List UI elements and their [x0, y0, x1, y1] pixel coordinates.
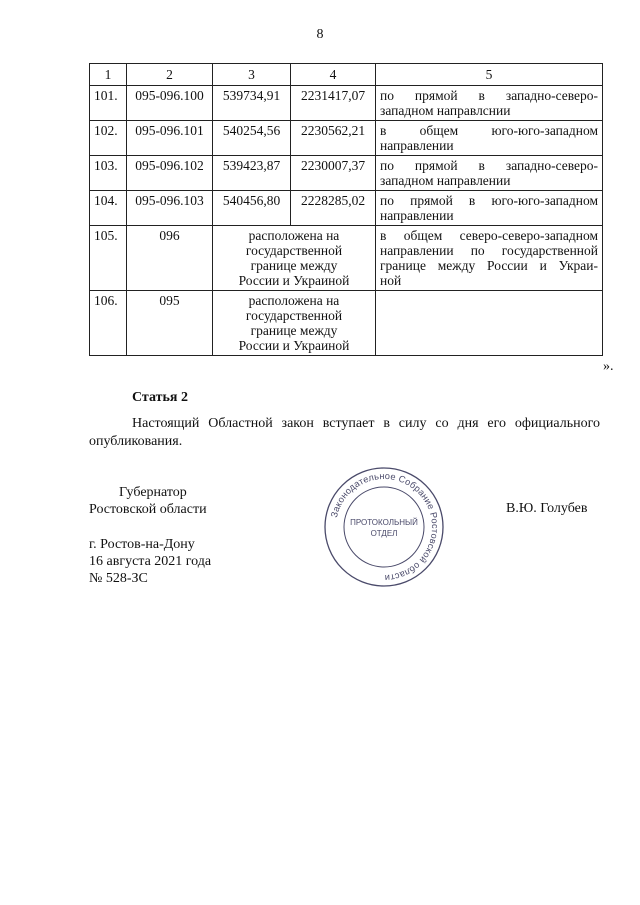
point-code: 095	[127, 291, 213, 356]
border-location-note	[213, 226, 376, 291]
coord-y: 2231417,07	[291, 86, 376, 121]
direction-description	[376, 291, 603, 356]
coord-x: 540254,56	[213, 121, 291, 156]
law-number: № 528-ЗС	[89, 571, 148, 586]
table-row	[90, 226, 603, 291]
description-line: по прямой в западно-северо-	[380, 88, 598, 103]
coord-x: 539423,87	[213, 156, 291, 191]
direction-description	[376, 156, 603, 191]
coord-x: 539734,91	[213, 86, 291, 121]
point-code: 095-096.101	[127, 121, 213, 156]
description-line: направлении	[380, 138, 454, 153]
column-header: 1	[90, 64, 127, 86]
direction-description	[376, 86, 603, 121]
coord-y: 2230562,21	[291, 121, 376, 156]
note-line: расположена на	[248, 228, 340, 243]
closing-quote: ».	[603, 359, 614, 374]
note-line: государственной	[245, 243, 343, 258]
note-line: границе между	[250, 323, 338, 338]
border-location-note	[213, 291, 376, 356]
direction-description	[376, 121, 603, 156]
note-line: государственной	[245, 308, 343, 323]
signatory-role	[89, 484, 207, 518]
table-row	[90, 86, 603, 121]
role-line: Ростовской области	[89, 502, 207, 517]
description-line: по прямой в западно-северо-	[380, 158, 598, 173]
table-header-row	[90, 64, 603, 86]
note-line: границе между	[250, 258, 338, 273]
date: 16 августа 2021 года	[89, 554, 212, 569]
table-row	[90, 156, 603, 191]
row-number: 101.	[90, 86, 127, 121]
description-line: направлении по государственной	[380, 243, 598, 258]
column-header: 2	[127, 64, 213, 86]
column-header: 4	[291, 64, 376, 86]
description-line: направлении	[380, 208, 454, 223]
note-line: России и Украиной	[238, 273, 350, 288]
point-code: 096	[127, 226, 213, 291]
table-row	[90, 291, 603, 356]
signatory-name: В.Ю. Голубев	[506, 501, 588, 516]
description-line: в общем северо-северо-западном	[380, 228, 598, 243]
direction-description	[376, 226, 603, 291]
row-number: 103.	[90, 156, 127, 191]
city: г. Ростов-на-Дону	[89, 537, 195, 552]
table-row	[90, 191, 603, 226]
stamp-center-line: ОТДЕЛ	[370, 529, 398, 538]
description-line: по прямой в юго-юго-западном	[380, 193, 598, 208]
row-number: 102.	[90, 121, 127, 156]
point-code: 095-096.100	[127, 86, 213, 121]
coord-x: 540456,80	[213, 191, 291, 226]
role-line: Губернатор	[119, 485, 187, 500]
point-code: 095-096.103	[127, 191, 213, 226]
description-line: ной	[380, 273, 402, 288]
place-date-number	[89, 536, 211, 587]
article-title: Статья 2	[132, 390, 188, 405]
stamp-inner-ring	[344, 487, 424, 567]
article-text: Настоящий Областной закон вступает в силу со дня его официального опубликования.	[89, 416, 600, 449]
description-line: западном направлении	[380, 173, 511, 188]
page-number: 8	[316, 27, 324, 42]
official-stamp	[322, 465, 446, 589]
coord-y: 2228285,02	[291, 191, 376, 226]
row-number: 104.	[90, 191, 127, 226]
column-header: 3	[213, 64, 291, 86]
point-code: 095-096.102	[127, 156, 213, 191]
description-line: в общем юго-юго-западном	[380, 123, 598, 138]
stamp-outer-ring	[325, 468, 443, 586]
coord-y: 2230007,37	[291, 156, 376, 191]
row-number: 105.	[90, 226, 127, 291]
row-number: 106.	[90, 291, 127, 356]
column-header: 5	[376, 64, 603, 86]
table-row	[90, 121, 603, 156]
direction-description	[376, 191, 603, 226]
description-line: границе между России и Украи-	[380, 258, 598, 273]
stamp-ring-text: Законодательное Собрание Ростовской области	[329, 470, 441, 584]
stamp-center-line: ПРОТОКОЛЬНЫЙ	[350, 518, 418, 527]
coordinates-table	[89, 63, 603, 356]
note-line: расположена на	[248, 293, 340, 308]
description-line: западном направлснии	[380, 103, 511, 118]
note-line: России и Украиной	[238, 338, 350, 353]
